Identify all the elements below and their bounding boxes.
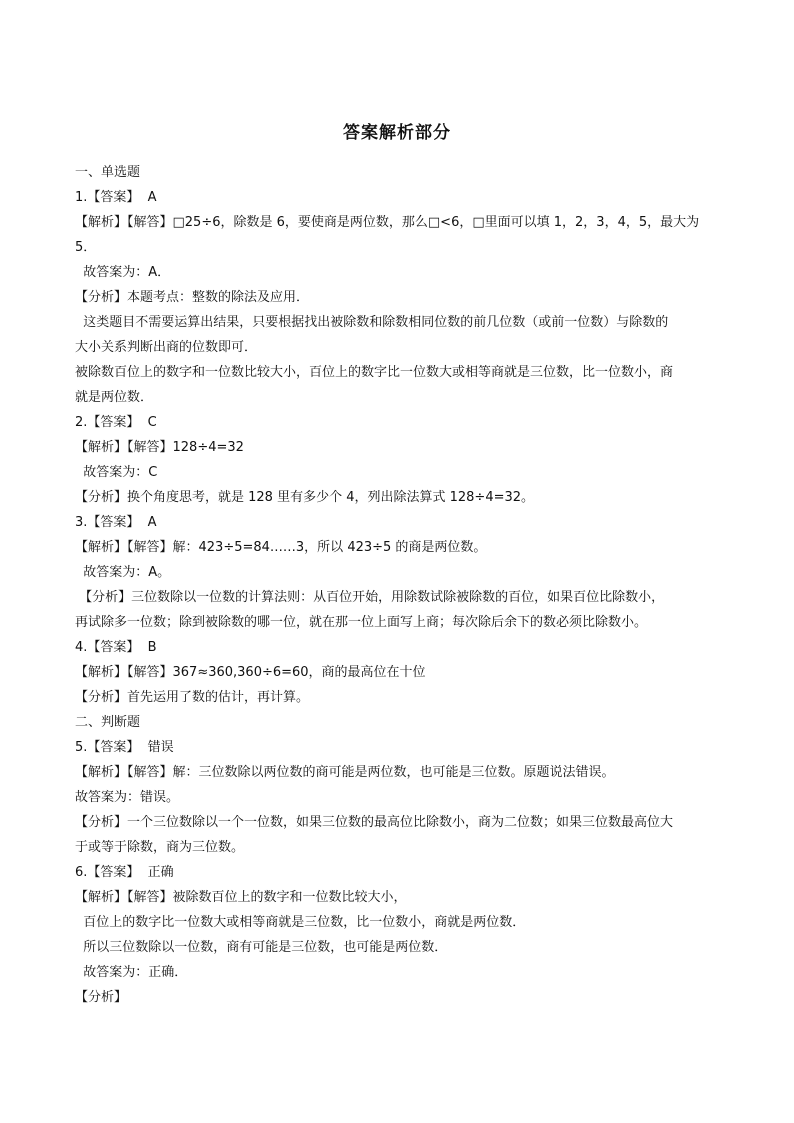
- analysis-line: 【分析】一个三位数除以一个一位数，如果三位数的最高位比除数小，商为二位数；如果三位数最高位大: [75, 815, 674, 830]
- analysis-line: 再试除多一位数；除到被除数的哪一位，就在那一位上面写上商；每次除后余下的数必须比除数小。: [75, 615, 648, 630]
- answer-6: 6.【答案】 正确: [75, 865, 174, 880]
- section-heading-single-choice: 一、单选题: [75, 165, 141, 180]
- conclusion-line: 故答案为：正确．: [75, 965, 188, 980]
- explanation-line: 【解析】【解答】解：三位数除以两位数的商可能是两位数，也可能是三位数。原题说法错误。: [75, 765, 615, 780]
- analysis-line: 大小关系判断出商的位数即可．: [75, 340, 258, 355]
- answer-content: [75, 160, 725, 1010]
- explanation-line: 【解析】【解答】128÷4=32: [75, 440, 244, 455]
- explanation-line: 所以三位数除以一位数，商有可能是三位数，也可能是两位数．: [75, 940, 448, 955]
- answer-2: 2.【答案】 C: [75, 415, 157, 430]
- section-heading-true-false: 二、判断题: [75, 715, 141, 730]
- answer-4: 4.【答案】 B: [75, 640, 157, 655]
- conclusion-line: 故答案为：A．: [75, 265, 171, 280]
- explanation-line: 【解析】【解答】解：423÷5=84……3，所以 423÷5 的商是两位数。: [75, 540, 487, 555]
- answer-3: 3.【答案】 A: [75, 515, 157, 530]
- analysis-line: 【分析】首先运用了数的估计，再计算。: [75, 690, 310, 705]
- answer-1: 1.【答案】 A: [75, 190, 157, 205]
- analysis-line: 于或等于除数，商为三位数。: [75, 840, 245, 855]
- answer-5: 5.【答案】 错误: [75, 740, 174, 755]
- explanation-line: 【解析】【解答】被除数百位上的数字和一位数比较大小，: [75, 890, 407, 905]
- explanation-line: 百位上的数字比一位数大或相等商就是三位数，比一位数小，商就是两位数．: [75, 915, 526, 930]
- page-title: 答案解析部分: [343, 123, 451, 143]
- analysis-line: 【分析】三位数除以一位数的计算法则：从百位开始，用除数试除被除数的百位，如果百位比除数小，: [75, 590, 665, 605]
- conclusion-line: 故答案为：错误。: [75, 790, 180, 805]
- analysis-line: 被除数百位上的数字和一位数比较大小，百位上的数字比一位数大或相等商就是三位数，比一位数小，商: [75, 365, 674, 380]
- explanation-line: 【解析】【解答】367≈360,360÷6=60，商的最高位在十位: [75, 665, 426, 680]
- analysis-line: 【分析】本题考点：整数的除法及应用．: [75, 290, 310, 305]
- conclusion-line: 故答案为：C: [75, 465, 158, 480]
- explanation-line: 【解析】【解答】□25÷6，除数是 6，要使商是两位数，那么□<6，□里面可以填 1，2，3，4，5，最大为: [75, 215, 700, 230]
- analysis-line: 【分析】: [75, 990, 128, 1005]
- analysis-line: 【分析】换个角度思考，就是 128 里有多少个 4，列出除法算式 128÷4=32。: [75, 490, 535, 505]
- conclusion-line: 故答案为：A。: [75, 565, 171, 580]
- explanation-line: 5．: [75, 240, 97, 255]
- analysis-line: 这类题目不需要运算出结果，只要根据找出被除数和除数相同位数的前几位数（或前一位数）与除数的: [75, 315, 669, 330]
- analysis-line: 就是两位数．: [75, 390, 154, 405]
